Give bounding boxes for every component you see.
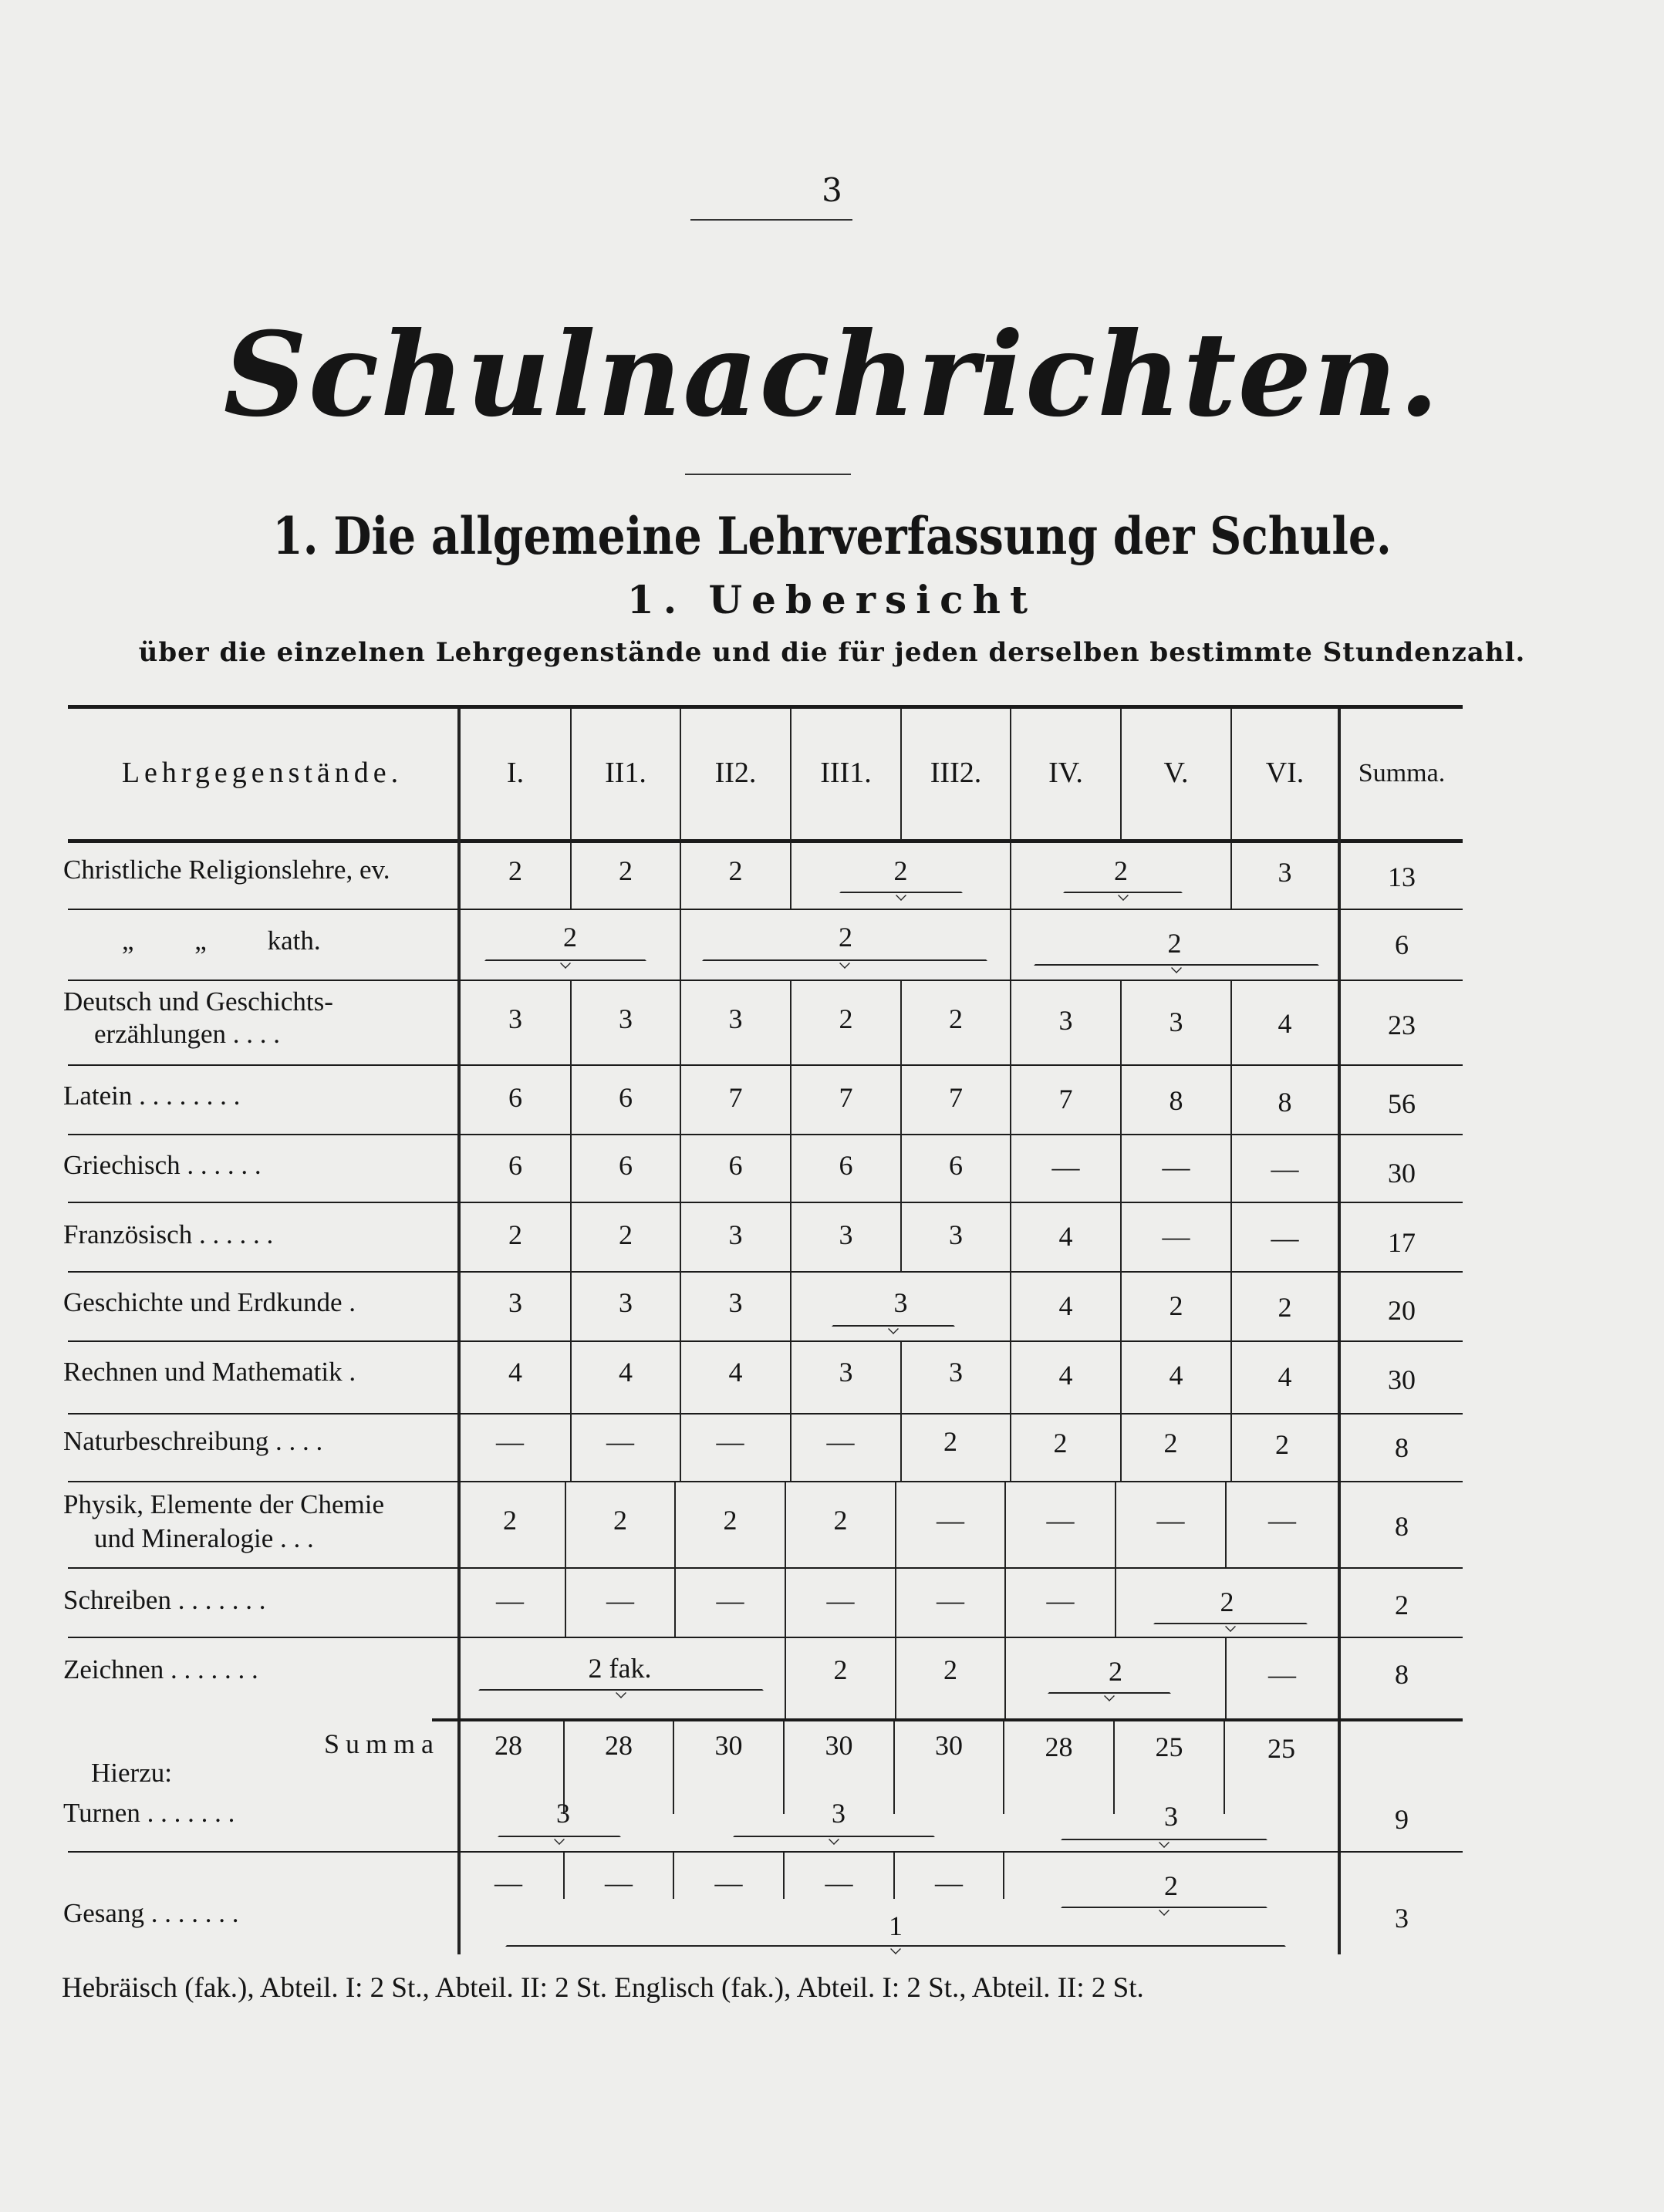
table-cell: 6 — [619, 1150, 633, 1181]
table-cell: 8 — [1169, 1085, 1183, 1116]
table-cell: — — [826, 1585, 855, 1616]
turnen-cell: 3 — [556, 1798, 570, 1829]
turnen-label: Turnen . . . . . . . — [63, 1798, 235, 1828]
table-cell: — — [1046, 1505, 1075, 1536]
table-cell: — — [1268, 1659, 1296, 1690]
subject-label: Zeichnen . . . . . . . — [63, 1654, 258, 1684]
header-class-6: IV. — [1048, 757, 1083, 789]
table-cell: 3 — [728, 1219, 743, 1250]
row-rule — [68, 1567, 1463, 1569]
summa-cell: 30 — [714, 1730, 743, 1761]
header-class-4: III1. — [820, 757, 872, 789]
row-sum: 30 — [1388, 1364, 1416, 1395]
row-sum: 8 — [1395, 1659, 1409, 1690]
table-cell: 2 — [613, 1505, 627, 1536]
merge-brace — [1063, 887, 1183, 899]
table-cell: 3 — [839, 1219, 853, 1250]
summa-cell: 28 — [1045, 1731, 1073, 1762]
table-cell: 4 — [619, 1357, 633, 1388]
row-rule — [68, 1481, 1463, 1482]
gesang-cell: — — [714, 1867, 743, 1898]
turnen-sum: 9 — [1395, 1804, 1409, 1835]
gesang-sum: 3 — [1395, 1903, 1409, 1934]
table-cell: 2 — [503, 1505, 517, 1536]
table-cell: 7 — [949, 1082, 963, 1113]
table-top-rule — [68, 705, 1463, 709]
row-rule — [68, 1851, 1463, 1853]
table-cell: 6 — [508, 1150, 522, 1181]
row-rule — [68, 1202, 1463, 1203]
subject-column-rule — [457, 709, 461, 1954]
table-cell: — — [496, 1426, 524, 1457]
header-bottom-rule — [68, 839, 1463, 843]
row-sum: 20 — [1388, 1295, 1416, 1326]
table-cell: 2 — [619, 855, 633, 886]
merge-brace — [733, 1831, 935, 1843]
table-cell: 2 — [508, 855, 522, 886]
subject-label-cont: erzählungen . . . . — [94, 1019, 281, 1049]
gesang-cell: — — [935, 1867, 963, 1898]
table-cell: 2 — [943, 1654, 957, 1685]
subject-label: Naturbeschreibung . . . . — [63, 1426, 323, 1456]
row-rule — [68, 909, 1463, 910]
page-number-rule — [690, 219, 852, 221]
page-title: Schulnachrichten. — [223, 307, 1441, 443]
turnen-cell: 3 — [1164, 1801, 1178, 1832]
subject-label: Deutsch und Geschichts- — [63, 986, 333, 1017]
subject-label: Rechnen und Mathematik . — [63, 1357, 356, 1387]
table-cell: 3 — [1058, 1005, 1073, 1036]
table-cell: — — [1156, 1505, 1185, 1536]
table-cell: 3 — [949, 1219, 963, 1250]
header-subject: Lehrgegenstände. — [121, 757, 403, 789]
table-cell: — — [1268, 1505, 1296, 1536]
summa-cell: 30 — [935, 1730, 963, 1761]
table-cell: — — [1271, 1153, 1299, 1184]
page-number: 3 — [822, 171, 842, 209]
table-cell: 2 — [723, 1505, 737, 1536]
sub-caption: über die einzelnen Lehrgegenstände und die für jeden derselben bestimmte Stundenzahl. — [138, 637, 1526, 668]
table-cell: 3 — [619, 1287, 633, 1318]
table-cell: — — [826, 1426, 855, 1457]
header-class-1: I. — [506, 757, 525, 789]
table-cell: 2 — [563, 922, 577, 953]
table-cell: 3 — [949, 1357, 963, 1388]
row-rule — [68, 1340, 1463, 1342]
merge-brace — [1034, 959, 1319, 972]
table-cell: — — [606, 1426, 634, 1457]
row-sum: 8 — [1395, 1511, 1409, 1542]
table-cell: 3 — [1278, 857, 1292, 888]
row-sum: 17 — [1388, 1227, 1416, 1258]
table-cell: 2 — [1053, 1428, 1068, 1458]
row-sum: 6 — [1395, 929, 1409, 960]
row-rule — [68, 980, 1463, 981]
subject-label: Physik, Elemente der Chemie — [63, 1489, 385, 1519]
sub-heading: 1. Uebersicht — [626, 577, 1038, 622]
header-sum: Summa. — [1358, 759, 1446, 787]
table-cell: — — [1162, 1221, 1190, 1252]
table-cell: — — [1051, 1152, 1080, 1182]
table-cell: 2 fak. — [588, 1653, 652, 1684]
table-cell: 3 — [508, 1287, 522, 1318]
table-cell: 2 — [1169, 1290, 1183, 1321]
table-cell: — — [496, 1585, 524, 1616]
table-cell: 7 — [839, 1082, 853, 1113]
table-cell: — — [937, 1505, 964, 1536]
table-cell: — — [1046, 1585, 1075, 1616]
header-class-3: II2. — [714, 757, 757, 789]
summa-rule — [432, 1718, 1463, 1721]
header-class-7: V. — [1163, 757, 1189, 789]
table-cell: 4 — [508, 1357, 522, 1388]
summa-cell: 28 — [494, 1730, 522, 1761]
table-cell: — — [716, 1585, 744, 1616]
table-cell: 4 — [1278, 1008, 1292, 1039]
table-cell: 2 — [1278, 1292, 1292, 1323]
table-cell: — — [1271, 1222, 1299, 1253]
table-cell: 2 — [619, 1219, 633, 1250]
sum-column-rule — [1338, 709, 1341, 1954]
summa-cell: 25 — [1267, 1733, 1295, 1764]
table-cell: 2 — [893, 855, 908, 886]
table-cell: 6 — [949, 1150, 963, 1181]
row-sum: 2 — [1395, 1590, 1409, 1620]
table-cell: 2 — [943, 1426, 957, 1457]
gesang-cell: 2 — [1164, 1870, 1178, 1901]
table-cell: 6 — [508, 1082, 522, 1113]
merge-brace — [498, 1831, 621, 1843]
table-cell: 2 — [508, 1219, 522, 1250]
table-cell: 2 — [1114, 855, 1128, 886]
table-cell: — — [716, 1426, 744, 1457]
row-sum: 13 — [1388, 862, 1416, 892]
table-cell: 7 — [728, 1082, 743, 1113]
summa-label: Summa — [323, 1728, 440, 1759]
table-cell: 4 — [1058, 1290, 1073, 1321]
header-class-8: VI. — [1265, 757, 1305, 789]
row-rule — [68, 1064, 1463, 1066]
table-cell: 6 — [728, 1150, 743, 1181]
table-cell: — — [606, 1585, 634, 1616]
table-cell: 4 — [1058, 1221, 1073, 1252]
table-cell: 2 — [833, 1654, 848, 1685]
table-cell: 2 — [949, 1003, 963, 1034]
table-cell: 2 — [1167, 928, 1182, 959]
turnen-cell: 3 — [832, 1798, 846, 1829]
header-class-2: II1. — [605, 757, 646, 789]
gesang-cell: — — [825, 1867, 853, 1898]
row-rule — [68, 1637, 1463, 1638]
subject-label: Christliche Religionslehre, ev. — [63, 855, 390, 885]
subject-label-cont: und Mineralogie . . . — [94, 1523, 314, 1553]
subject-label: Griechisch . . . . . . — [63, 1150, 262, 1180]
merge-brace — [832, 1320, 955, 1333]
table-cell: 3 — [1169, 1007, 1183, 1037]
table-cell: 4 — [1169, 1360, 1183, 1391]
table-cell: 2 — [1275, 1429, 1289, 1460]
table-cell: 2 — [728, 855, 743, 886]
table-cell: — — [1162, 1152, 1190, 1182]
row-rule — [68, 1413, 1463, 1415]
gesang-combined: 1 — [889, 1910, 903, 1941]
summa-cell: 28 — [605, 1730, 633, 1761]
merge-brace — [1061, 1834, 1267, 1846]
section-heading: 1. Die allgemeine Lehrverfassung der Schule. — [272, 506, 1392, 566]
table-cell: 4 — [1058, 1360, 1073, 1391]
table-cell: 6 — [839, 1150, 853, 1181]
subject-label: Latein . . . . . . . . — [63, 1081, 241, 1111]
table-cell: 2 — [833, 1505, 848, 1536]
table-cell: 3 — [893, 1287, 908, 1318]
summa-cell: 25 — [1155, 1731, 1183, 1762]
merge-brace — [1048, 1688, 1171, 1700]
subject-label: „ „ kath. — [122, 926, 321, 956]
extras-label: Hierzu: — [91, 1758, 172, 1788]
table-cell: 2 — [839, 1003, 853, 1034]
merge-brace — [839, 887, 963, 899]
table-cell: 7 — [1058, 1084, 1073, 1114]
subject-label: Geschichte und Erdkunde . — [63, 1287, 356, 1317]
table-cell: 2 — [1109, 1656, 1122, 1687]
row-sum: 23 — [1388, 1010, 1416, 1040]
subject-label: Schreiben . . . . . . . — [63, 1585, 266, 1615]
row-rule — [68, 1271, 1463, 1273]
subject-label: Französisch . . . . . . — [63, 1219, 274, 1249]
table-cell: 2 — [839, 922, 852, 953]
row-sum: 8 — [1395, 1432, 1409, 1463]
title-rule — [685, 474, 851, 475]
gesang-cell: — — [494, 1867, 522, 1898]
footnote: Hebräisch (fak.), Abteil. I: 2 St., Abteil. II: 2 St. Englisch (fak.), Abteil. I: 2 St., Abteil. II: 2 St. — [62, 1972, 1144, 2004]
table-cell: 3 — [508, 1003, 522, 1034]
row-rule — [68, 1134, 1463, 1135]
table-cell: 3 — [728, 1287, 743, 1318]
row-sum: 56 — [1388, 1088, 1416, 1119]
table-cell: 3 — [839, 1357, 853, 1388]
table-cell: 4 — [728, 1357, 743, 1388]
merge-brace — [505, 1941, 1286, 1953]
table-cell: 3 — [728, 1003, 743, 1034]
table-cell: 2 — [1220, 1587, 1234, 1617]
summa-cell: 30 — [825, 1730, 853, 1761]
merge-brace — [1153, 1618, 1308, 1630]
row-sum: 30 — [1388, 1158, 1416, 1189]
merge-brace — [478, 1684, 764, 1697]
table-cell: 2 — [1163, 1428, 1178, 1458]
table-cell: 6 — [619, 1082, 633, 1113]
table-cell: 3 — [619, 1003, 633, 1034]
gesang-label: Gesang . . . . . . . — [63, 1898, 239, 1928]
gesang-cell: — — [605, 1867, 633, 1898]
table-cell: — — [937, 1585, 964, 1616]
table-cell: 8 — [1278, 1087, 1292, 1118]
merge-brace — [702, 955, 987, 967]
table-cell: 4 — [1278, 1361, 1292, 1392]
header-class-5: III2. — [930, 757, 982, 789]
merge-brace — [484, 955, 646, 967]
